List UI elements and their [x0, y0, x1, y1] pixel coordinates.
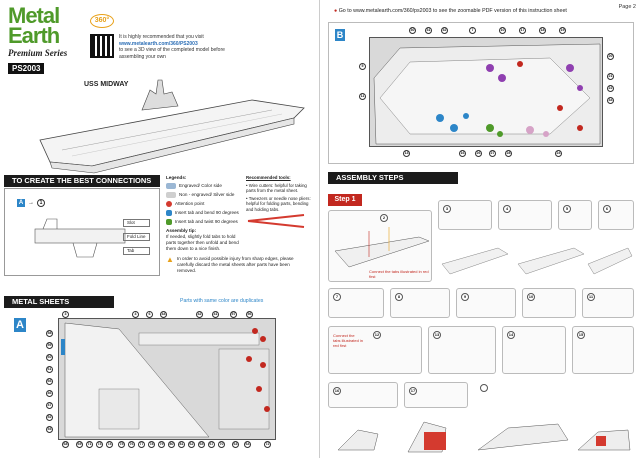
part-number: 1: [37, 199, 45, 207]
assembly-tip-text: If needed, slightly fold tabs to hold parts together then unfold and bend them down to a nice finish.: [166, 234, 239, 251]
part-number: 57: [231, 312, 236, 316]
part-number: 52: [47, 415, 52, 419]
model-code: PS2003: [8, 63, 44, 74]
legend-row-attention: Attention point: [166, 199, 316, 208]
part-number: 58: [47, 331, 52, 335]
part-number: 22: [608, 86, 613, 90]
part-number: 53: [47, 427, 52, 431]
part-number: 20: [608, 54, 613, 58]
step-box: 13: [428, 326, 496, 374]
part-number: 78: [149, 442, 154, 446]
part-number: 65: [199, 442, 204, 446]
connections-header: [4, 175, 160, 187]
step-box: 17: [404, 382, 468, 408]
step-1-label: Step 1: [328, 194, 362, 206]
part-number: 67: [209, 442, 214, 446]
part-number: 69: [77, 442, 82, 446]
sheet-b-panel: [328, 22, 634, 164]
page-2: [320, 0, 640, 458]
silver-swatch: [166, 192, 176, 198]
sheet-a-tag: A: [14, 318, 26, 332]
label-slot: Slot: [123, 219, 150, 227]
brand-line1: Metal: [8, 3, 60, 28]
part-number: 77: [139, 442, 144, 446]
part-number: 4: [132, 311, 139, 318]
step-note: Connect the tabs illustrated in red first: [369, 269, 429, 279]
part-number: 34: [608, 98, 613, 102]
part-number: 63: [233, 442, 238, 446]
part-number: 68: [63, 442, 68, 446]
tools-title: Recommended tools:: [246, 175, 291, 180]
part-number: 75: [119, 442, 124, 446]
part-number: 16: [460, 151, 465, 155]
part-number: 5: [359, 63, 366, 70]
part-number: 30: [410, 28, 415, 32]
step-part-number: [480, 384, 488, 392]
part-number: 13: [404, 151, 409, 155]
connection-diagram: [33, 215, 133, 265]
model-name: USS MIDWAY: [84, 81, 129, 88]
legend-row-twist: Insert tab and twist 90 degrees: [166, 217, 316, 226]
duplicates-note: Parts with same color are duplicates: [180, 298, 264, 304]
legend-row-engraved: Engraved/ Color side: [166, 181, 316, 190]
sheet-b-parts: [370, 38, 604, 148]
step-part-number: 2: [380, 214, 388, 222]
assembly-header: [328, 172, 458, 184]
pdf-note[interactable]: [334, 8, 567, 14]
sheet-a-parts: [59, 319, 277, 441]
pin-icon: ●: [334, 8, 338, 14]
step-box: 10: [522, 288, 576, 318]
metal-sheet-a: [58, 318, 276, 440]
part-number: 17: [520, 28, 525, 32]
final-assembly-drawing: [328, 410, 634, 454]
step-box: 16: [328, 382, 398, 408]
assembly-title: ASSEMBLY STEPS: [336, 173, 404, 182]
step-box: Connect the tabs illustrated in red first 12: [328, 326, 422, 374]
part-number: 6: [146, 311, 153, 318]
part-number: 76: [129, 442, 134, 446]
part-number: 26: [476, 151, 481, 155]
assembly-tip-title: Assembly tip:: [166, 228, 197, 233]
part-number: 18: [540, 28, 545, 32]
part-number: 70: [219, 442, 224, 446]
label-tab: Tab: [123, 247, 150, 255]
part-number: 21: [608, 74, 613, 78]
step-box: [328, 210, 432, 282]
step-box: 15: [572, 326, 634, 374]
part-number: 79: [159, 442, 164, 446]
part-number: 80: [169, 442, 174, 446]
part-number: 72: [265, 442, 270, 446]
intro-text: It is highly recommended that you visit: [119, 34, 204, 40]
step-box: 11: [582, 288, 634, 318]
part-number: 3: [62, 311, 69, 318]
part-number: 19: [560, 28, 565, 32]
step-box: 5: [558, 200, 592, 230]
pdf-note-text[interactable]: Go to www.metalearth.com/360/ps2003 to see the zoomable PDF version of this instruction sheet: [338, 8, 567, 14]
engraved-swatch: [166, 183, 176, 189]
360-badge: 360°: [90, 14, 114, 28]
legend-row-nonengraved: Non - engraved/ Silver side: [166, 190, 316, 199]
part-number: 61: [47, 367, 52, 371]
label-fold-line: Fold Line: [123, 233, 150, 241]
part-number: 81: [179, 442, 184, 446]
part-number: 27: [490, 151, 495, 155]
connections-title: TO CREATE THE BEST CONNECTIONS: [12, 176, 152, 185]
sheet-b-tag: B: [336, 30, 344, 40]
part-number: 41: [213, 312, 218, 316]
part-number: 46: [47, 391, 52, 395]
step-note: Connect the tabs illustrated in red first: [333, 333, 364, 348]
step-number: 1: [351, 196, 356, 203]
intro-note: [119, 34, 229, 60]
sheet-tag: A: [18, 200, 24, 206]
part-number: 59: [47, 343, 52, 347]
part-number: 28: [506, 151, 511, 155]
qr-code-icon[interactable]: [90, 34, 114, 58]
step-box: 9: [456, 288, 516, 318]
part-number: 71: [87, 442, 92, 446]
part-number: 24: [556, 151, 561, 155]
pliers-icon: [246, 213, 306, 229]
legend-title: Legends:: [166, 175, 187, 180]
attention-icon: [166, 201, 172, 207]
connections-panel: A → 1 Slot Fold Line Tab: [4, 188, 160, 276]
part-labels: [123, 219, 150, 255]
brand-line2: Earth: [8, 23, 60, 48]
step-box: 3: [438, 200, 492, 230]
part-number: 66: [47, 379, 52, 383]
step-box: 14: [502, 326, 566, 374]
part-number: 32: [442, 28, 447, 32]
part-number: 42: [197, 312, 202, 316]
intro-text2: to see a 3D view of the completed model before assembling your own: [119, 47, 225, 60]
step-box: 8: [390, 288, 450, 318]
brand-logo: [8, 3, 80, 76]
metal-sheets-header: [4, 296, 114, 308]
bend-icon: [166, 210, 172, 216]
step-box: 7: [328, 288, 384, 318]
metal-sheets-title: METAL SHEETS: [12, 297, 70, 306]
part-number: 47: [47, 403, 52, 407]
part-number: 31: [426, 28, 431, 32]
warning-row: [166, 256, 306, 274]
legend-row-bend: Insert tab and bend 90 degrees: [166, 208, 316, 217]
part-number: 60: [47, 355, 52, 359]
step-box: 6: [598, 200, 634, 230]
intro-url[interactable]: www.metalearth.com/360/PS2003: [119, 40, 198, 47]
part-number: 62: [189, 442, 194, 446]
part-number: 74: [107, 442, 112, 446]
warning-icon: ▲: [166, 255, 174, 264]
part-number: 7: [469, 27, 476, 34]
part-number: 10: [500, 28, 505, 32]
twist-icon: [166, 219, 172, 225]
part-number: 44: [161, 312, 166, 316]
part-number: 11: [360, 94, 365, 98]
part-number: 56: [247, 312, 252, 316]
metal-sheet-b: [369, 37, 603, 147]
tool-cutters: • Wire cutters: helpful for taking parts from the metal sheet.: [246, 182, 307, 194]
part-number: 73: [97, 442, 102, 446]
part-number: 64: [245, 442, 250, 446]
step-assembly-drawing: [438, 234, 634, 278]
ship-illustration: [32, 70, 312, 175]
step-box: 4: [498, 200, 552, 230]
tool-tweezers: • Tweezers or needle nose pliers: helpful for folding parts, bending and holding tabs.: [246, 195, 311, 212]
tools-panel: [246, 175, 316, 230]
warning-text: In order to avoid possible injury from sharp edges, please carefully discard the metal sheets after parts have been removed.: [176, 256, 294, 273]
series-name: Premium Series: [8, 48, 68, 58]
page-label: Page 2: [618, 4, 636, 10]
